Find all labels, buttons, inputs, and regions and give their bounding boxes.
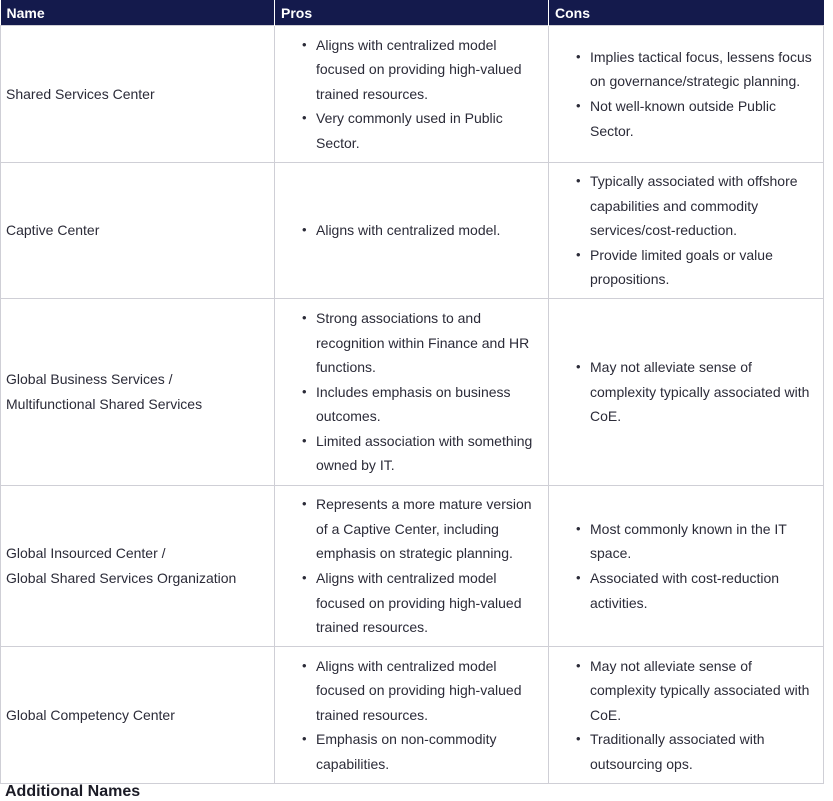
table-header-row [1,0,824,26]
cell-cons [549,26,824,163]
pros-item-line: focused on providing high-valued [316,594,522,611]
cons-item-line: on governance/strategic planning. [590,73,801,90]
cons-item-line: Sector. [590,122,634,139]
header-pros: Pros [275,0,549,26]
pros-item [316,306,542,380]
pros-item-line: • Very commonly used in Public [316,110,503,127]
name-line: Captive Center [6,222,100,239]
cell-name [1,647,275,784]
cons-item-line: • Provide limited goals or value [590,246,773,263]
cell-cons [549,163,824,299]
name-line: Global Insourced Center / [6,545,166,562]
cell-name [1,486,275,647]
cell-pros [275,26,549,163]
cons-item [590,355,817,429]
cons-item-line: outsourcing ops. [590,755,693,772]
cons-item-line: • Implies tactical focus, lessens focus [590,48,812,65]
cons-item [590,517,817,566]
cell-name [1,163,275,299]
cons-item-line: services/cost-reduction. [590,222,738,239]
pros-item [316,33,542,107]
cons-item-line: complexity typically associated with [590,383,810,400]
cell-cons [549,647,824,784]
table-row [1,486,824,647]
cons-item-line: capabilities and commodity [590,197,759,214]
header-name: Name [1,0,275,26]
pros-item [316,654,542,728]
pros-item-line: functions. [316,359,376,376]
header-cons: Cons [549,0,824,26]
cons-item-line: activities. [590,594,648,611]
cons-item [590,654,817,728]
pros-item [316,106,542,155]
name-line: Global Shared Services Organization [6,570,237,586]
cell-pros [275,163,549,299]
name-line: Shared Services Center [6,85,155,102]
pros-item-line: trained resources. [316,706,429,723]
cons-item [590,727,817,776]
pros-item-line: • Aligns with centralized model [316,657,497,674]
cons-item-line: • Traditionally associated with [590,731,765,748]
cons-item-line: • Not well-known outside Public [590,98,776,114]
pros-item-line: emphasis on strategic planning. [316,545,513,562]
cons-item-line: CoE. [590,408,622,425]
pros-item-line: of a Captive Center, including [316,520,499,537]
pros-item [316,380,542,429]
cons-list [555,517,817,615]
pros-item-line: • Aligns with centralized model [316,36,497,53]
cons-item [590,566,817,615]
pros-item-line: Sector. [316,134,360,151]
pros-list [281,33,542,156]
table-row [1,163,824,299]
pros-item-line: • Represents a more mature version [316,496,532,513]
pros-list [281,218,542,243]
pros-item-line: • Aligns with centralized model [316,570,497,586]
pros-item-line: focused on providing high-valued [316,61,522,78]
pros-item [316,429,542,478]
pros-item-line: • Limited association with something [316,432,533,449]
cons-item-line: • Typically associated with offshore [590,173,798,190]
cons-item [590,45,817,94]
cons-item [590,243,817,292]
pros-item-line: capabilities. [316,755,390,772]
cell-pros [275,299,549,486]
cons-item [590,169,817,243]
pros-item-line: focused on providing high-valued [316,682,522,699]
cons-item-line: • May not alleviate sense of [590,657,752,674]
cell-cons [549,486,824,647]
pros-item-line: trained resources. [316,619,429,636]
cons-list [555,169,817,292]
pros-item [316,492,542,566]
table-body [1,26,824,784]
section-heading-partial: Additional Names [5,783,141,800]
table-row [1,299,824,486]
cell-name [1,26,275,163]
pros-item-line: • Aligns with centralized model. [316,222,501,239]
pros-item [316,218,542,243]
cons-item-line: • Associated with cost-reduction [590,570,780,586]
cons-list [555,45,817,143]
cons-item [590,94,817,143]
pros-list [281,654,542,777]
cell-pros [275,486,549,647]
name-line: Multifunctional Shared Services [6,396,203,412]
pros-item [316,727,542,776]
pros-item-line: trained resources. [316,85,429,102]
cell-cons [549,299,824,486]
pros-item-line: • Includes emphasis on business [316,383,511,400]
pros-item-line: owned by IT. [316,457,395,474]
table-row [1,26,824,163]
pros-item-line: • Strong associations to and [316,309,481,326]
pros-item-line: • Emphasis on non-commodity [316,731,497,748]
table-row [1,647,824,784]
cons-list [555,355,817,429]
pros-item [316,566,542,640]
cons-item-line: propositions. [590,271,670,288]
cons-item-line: CoE. [590,706,622,723]
cons-list [555,654,817,777]
pros-item-line: recognition within Finance and HR [316,334,530,351]
cons-item-line: complexity typically associated with [590,682,810,699]
cons-item-line: • May not alleviate sense of [590,359,752,376]
pros-list [281,492,542,640]
cons-item-line: space. [590,545,632,562]
cell-pros [275,647,549,784]
pros-item-line: outcomes. [316,408,381,425]
pros-list [281,306,542,478]
name-line: Global Competency Center [6,706,175,723]
cons-item-line: • Most commonly known in the IT [590,520,787,537]
name-line: Global Business Services / [6,371,173,388]
cell-name [1,299,275,486]
